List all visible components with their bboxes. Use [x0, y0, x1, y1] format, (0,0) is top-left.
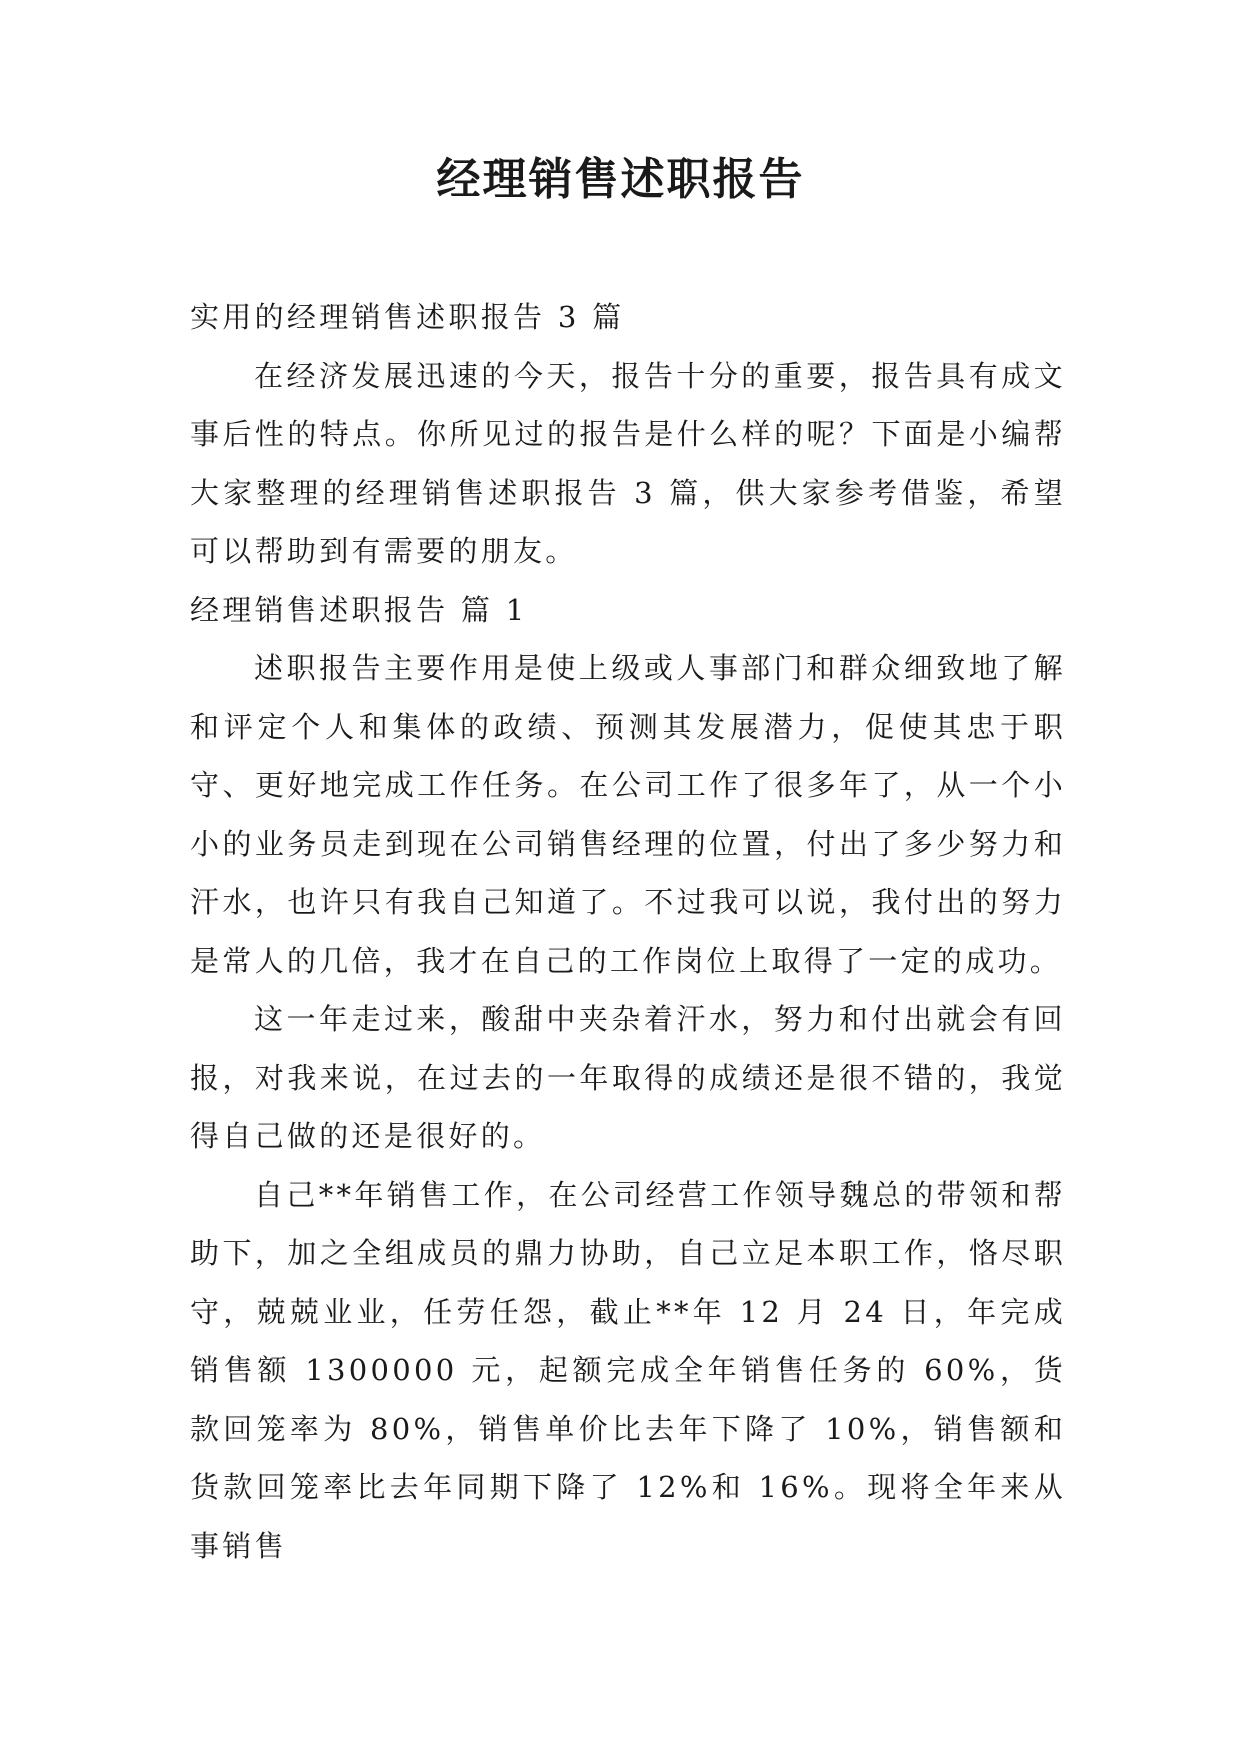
body-paragraph: 述职报告主要作用是使上级或人事部门和群众细致地了解和评定个人和集体的政绩、预测其发展潜力，促使其忠于职守、更好地完成工作任务。在公司工作了很多年了，从一个小小的业务员走到现在公司销售经理的位置，付出了多少努力和汗水，也许只有我自己知道了。不过我可以说，我付出的努力是常人的几倍，我才在自己的工作岗位上取得了一定的成功。: [190, 651, 1066, 978]
body-paragraph: 自己**年销售工作，在公司经营工作领导魏总的带领和帮助下，加之全组成员的鼎力协助，自己立足本职工作，恪尽职守，兢兢业业，任劳任怨，截止**年 12 月 24 日，年完成销售额 1300000 元，起额完成全年销售任务的 60%，货款回笼率为 80%，销售单价比去年下降了 10%，销售额和货款回笼率比去年同期下降了 12%和 16%。现将全年来从事销售: [190, 1177, 1066, 1563]
subtitle-line: 实用的经理销售述职报告 3 篇: [190, 300, 625, 334]
document-title: 经理销售述职报告: [436, 154, 805, 205]
body-paragraph: 这一年走过来，酸甜中夹杂着汗水，努力和付出就会有回报，对我来说，在过去的一年取得的成绩还是很不错的，我觉得自己做的还是很好的。: [190, 1002, 1066, 1153]
document-body: [190, 288, 1066, 1575]
section-heading: 经理销售述职报告 篇 1: [190, 592, 528, 627]
intro-paragraph: 在经济发展迅速的今天，报告十分的重要，报告具有成文事后性的特点。你所见过的报告是什么样的呢？下面是小编帮大家整理的经理销售述职报告 3 篇，供大家参考借鉴，希望可以帮助到有需要的朋友。: [190, 358, 1066, 568]
